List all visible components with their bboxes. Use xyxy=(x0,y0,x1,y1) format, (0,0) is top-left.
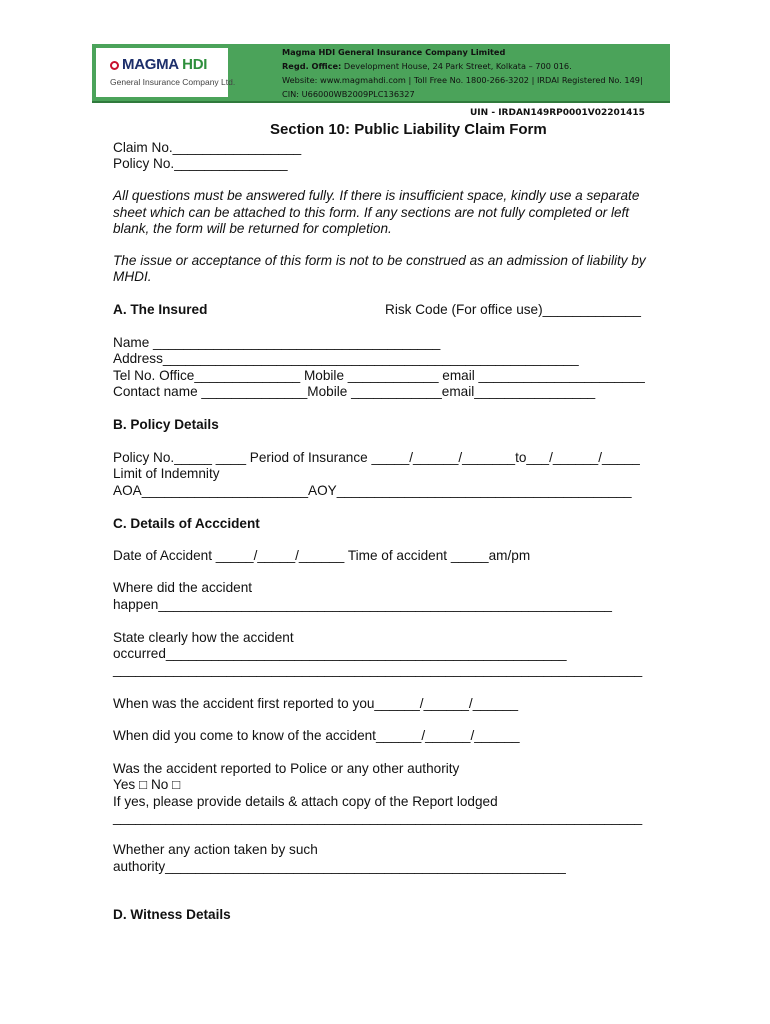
instructions-line-1: All questions must be answered fully. If there is insufficient space, kindly use a separate xyxy=(113,188,640,203)
accident-date-time-field[interactable]: Date of Accident _____/_____/______ Time of accident _____am/pm xyxy=(113,548,531,563)
letterhead-banner xyxy=(92,44,670,103)
report-details-field[interactable]: ______________________________________________________________________ xyxy=(113,810,643,825)
how-field[interactable]: occurred_____________________________________________________ xyxy=(113,646,567,661)
action-field[interactable]: authority_____________________________________________________ xyxy=(113,859,566,874)
how-label: State clearly how the accident xyxy=(113,630,294,645)
logo-wordmark: MAGMA HDI xyxy=(122,56,208,73)
company-name: Magma HDI General Insurance Company Limited xyxy=(282,47,506,57)
form-title: Section 10: Public Liability Claim Form xyxy=(270,121,547,138)
address-field[interactable]: Address_______________________________________________________ xyxy=(113,351,579,366)
company-logo xyxy=(96,48,236,97)
yes-no-checkboxes[interactable]: Yes □ No □ xyxy=(113,777,181,792)
contact-name-field[interactable]: Contact name ______________Mobile ____________email________________ xyxy=(113,384,596,399)
police-question: Was the accident reported to Police or any other authority xyxy=(113,761,460,776)
claim-no-field[interactable]: Claim No._________________ xyxy=(113,140,302,155)
company-details xyxy=(282,45,643,101)
how-field-continued[interactable]: ______________________________________________________________________ xyxy=(113,662,643,677)
instructions-line-3: blank, the form will be returned for completion. xyxy=(113,221,392,236)
registered-office: Regd. Office: Development House, 24 Park Street, Kolkata – 700 016. xyxy=(282,61,572,71)
logo-subtitle: General Insurance Company Ltd. xyxy=(110,77,236,87)
uin-number: UIN - IRDAN149RP0001V02201415 xyxy=(470,108,645,118)
section-d-heading: D. Witness Details xyxy=(113,907,231,922)
report-details-label: If yes, please provide details & attach copy of the Report lodged xyxy=(113,794,498,809)
tel-mobile-email-field[interactable]: Tel No. Office______________ Mobile ____________ email ______________________ xyxy=(113,368,645,383)
cin-line: CIN: U66000WB2009PLC136327 xyxy=(282,89,415,99)
website-line: Website: www.magmahdi.com | Toll Free No. 1800-266-3202 | IRDAI Registered No. 149| xyxy=(282,75,643,85)
policy-period-field[interactable]: Policy No._____ ____ Period of Insurance _____/______/_______to___/______/_____ xyxy=(113,450,640,465)
logo-mark-icon xyxy=(110,61,119,70)
action-label: Whether any action taken by such xyxy=(113,842,318,857)
section-a-heading: A. The Insured xyxy=(113,302,208,317)
instructions-line-2: sheet which can be attached to this form. If any sections are not fully completed or left xyxy=(113,205,630,220)
policy-no-field[interactable]: Policy No._______________ xyxy=(113,156,288,171)
where-label: Where did the accident xyxy=(113,580,253,595)
section-b-heading: B. Policy Details xyxy=(113,417,219,432)
section-c-heading: C. Details of Acccident xyxy=(113,516,260,531)
aoa-aoy-field[interactable]: AOA______________________AOY_______________________________________ xyxy=(113,483,632,498)
risk-code-field[interactable]: Risk Code (For office use)_____________ xyxy=(385,302,641,317)
came-to-know-field[interactable]: When did you come to know of the accident______/______/______ xyxy=(113,728,520,743)
limit-of-indemnity-label: Limit of Indemnity xyxy=(113,466,220,481)
name-field[interactable]: Name ______________________________________ xyxy=(113,335,441,350)
where-field[interactable]: happen____________________________________________________________ xyxy=(113,597,612,612)
liability-note-line-2: MHDI. xyxy=(113,269,152,284)
liability-note-line-1: The issue or acceptance of this form is not to be construed as an admission of liability by xyxy=(113,253,646,268)
first-reported-field[interactable]: When was the accident first reported to you______/______/______ xyxy=(113,696,519,711)
